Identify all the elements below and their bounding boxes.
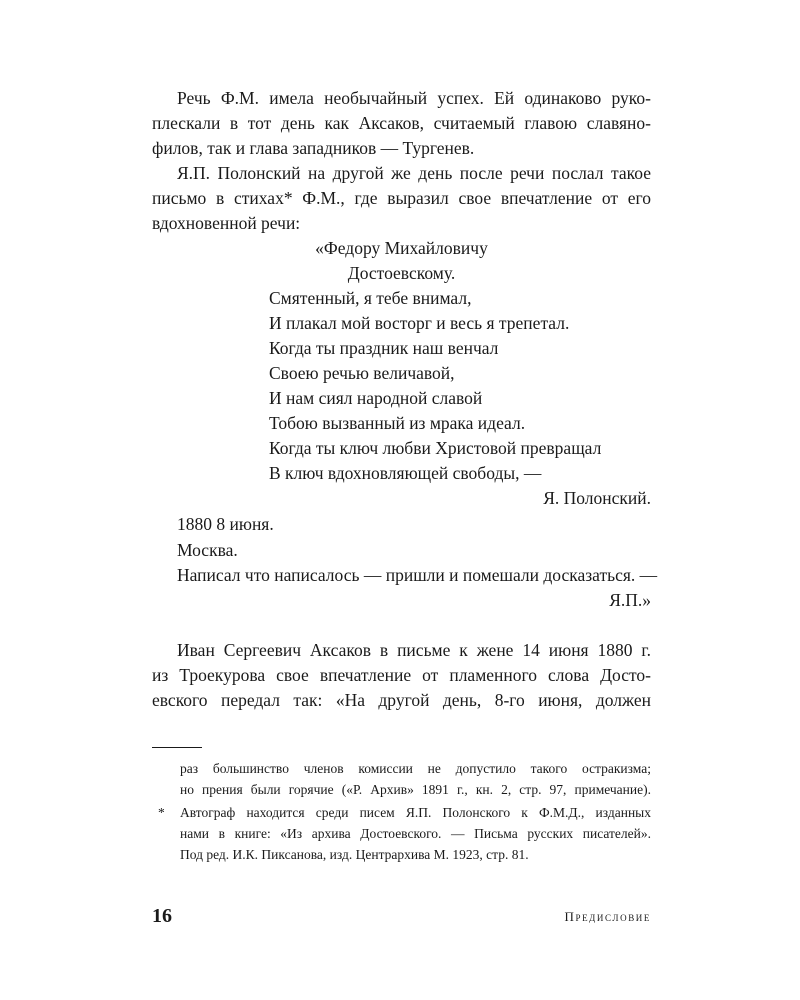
paragraph-line: из Троекурова свое впечатление от пламенного слова Досто- — [152, 665, 651, 685]
poem-line: Когда ты ключ любви Христовой превращал — [269, 438, 602, 458]
poem-place: Москва. — [177, 540, 238, 560]
footnote-marker: * — [158, 805, 165, 820]
footnote-rule — [152, 747, 202, 748]
poem-line: И нам сиял народной славой — [269, 388, 483, 408]
poem-signature: Я. Полонский. — [543, 488, 651, 508]
poem-note: Написал что написалось — пришли и помешали досказаться. — — [177, 565, 658, 585]
paragraph-line: Иван Сергеевич Аксаков в письме к жене 14 июня 1880 г. — [177, 640, 651, 660]
poem-date: 1880 8 июня. — [177, 514, 274, 534]
paragraph-line: филов, так и глава западников — Тургенев. — [152, 138, 475, 158]
running-head: Предисловие — [564, 909, 651, 924]
footnote-line: Под ред. И.К. Пиксанова, изд. Центрархива М. 1923, стр. 81. — [180, 847, 529, 862]
paragraph-line: Речь Ф.М. имела необычайный успех. Ей одинаково руко- — [177, 88, 651, 108]
poem-initials: Я.П.» — [609, 590, 651, 610]
paragraph-line: вдохновенной речи: — [152, 213, 301, 233]
footnote-line: раз большинство членов комиссии не допустило такого остракизма; — [180, 761, 651, 776]
paragraph-line: Я.П. Полонский на другой же день после речи послал такое — [177, 163, 651, 183]
paragraph-line: плескали в тот день как Аксаков, считаемый главою славяно- — [152, 113, 651, 133]
poem-line: В ключ вдохновляющей свободы, — — [269, 463, 542, 483]
footnote-line: но прения были горячие («Р. Архив» 1891 г., кн. 2, стр. 97, примечание). — [180, 782, 651, 797]
paragraph-line: евского передал так: «На другой день, 8-го июня, должен — [152, 690, 651, 710]
footnote-line: нами в книге: «Из архива Достоевского. — Письма русских писателей». — [180, 826, 651, 841]
footnote-line: Автограф находится среди писем Я.П. Полонского к Ф.М.Д., изданных — [180, 805, 651, 820]
poem-line: Смятенный, я тебе внимал, — [269, 288, 472, 308]
page-number: 16 — [152, 905, 172, 927]
paragraph-line: письмо в стихах* Ф.М., где выразил свое впечатление от его — [152, 188, 651, 208]
poem-dedication: Достоевскому. — [347, 263, 456, 283]
poem-line: Тобою вызванный из мрака идеал. — [269, 413, 526, 433]
poem-line: Когда ты праздник наш венчал — [269, 338, 499, 358]
poem-line: Своею речью величавой, — [269, 363, 455, 383]
poem-line: И плакал мой восторг и весь я трепетал. — [269, 313, 570, 333]
poem-dedication: «Федору Михайловичу — [315, 238, 488, 258]
